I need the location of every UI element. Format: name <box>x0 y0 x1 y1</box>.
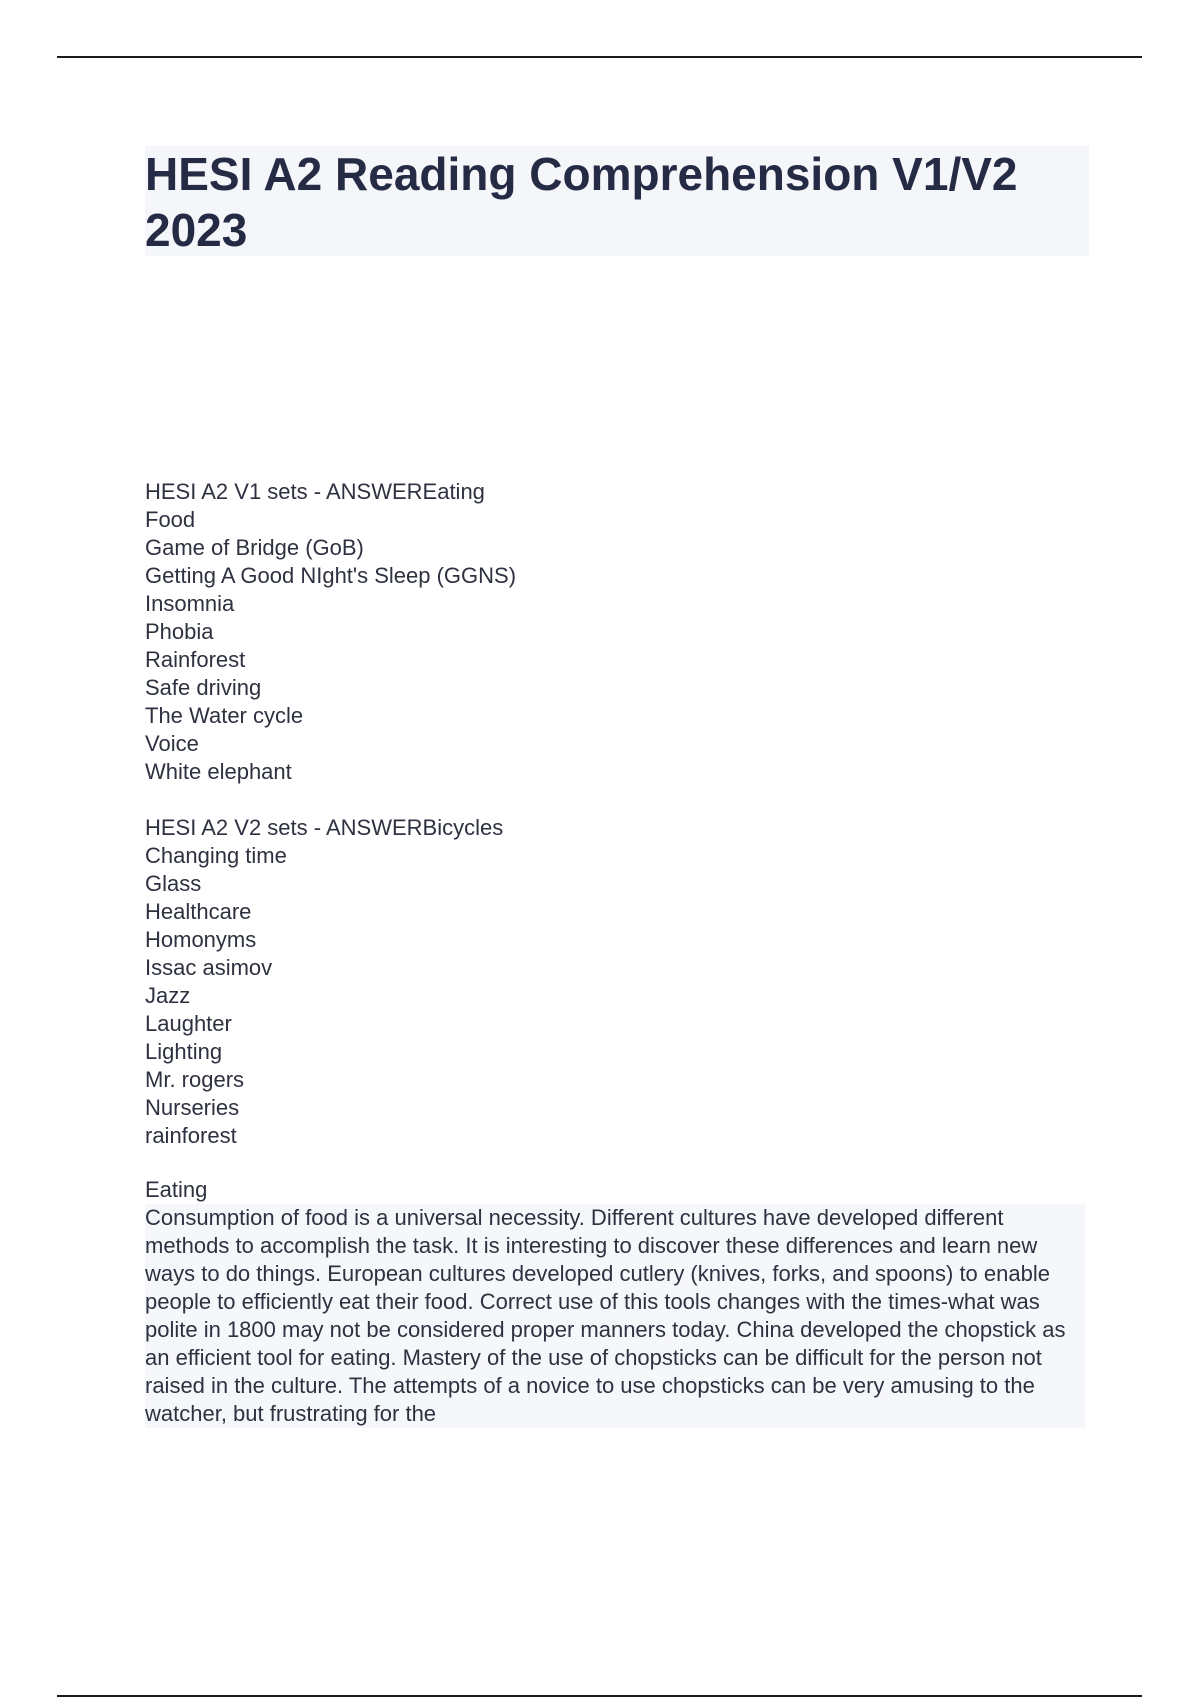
list-item: Healthcare <box>145 899 252 924</box>
list-item: Insomnia <box>145 591 235 616</box>
footer-rule <box>57 1695 1142 1697</box>
title-block <box>145 146 1089 256</box>
list-item: Lighting <box>145 1039 223 1064</box>
passage-title: Eating <box>145 1177 208 1202</box>
list-item: Phobia <box>145 619 214 644</box>
v2-sets-heading: HESI A2 V2 sets - ANSWERBicycles <box>145 815 504 840</box>
list-item: Jazz <box>145 983 191 1008</box>
list-item: Mr. rogers <box>145 1067 245 1092</box>
document-title: HESI A2 Reading Comprehension V1/V2 2023 <box>145 148 1018 256</box>
list-item: Changing time <box>145 843 287 868</box>
list-item: Getting A Good NIght's Sleep (GGNS) <box>145 563 517 588</box>
eating-passage-section <box>145 1176 1085 1428</box>
list-item: The Water cycle <box>145 703 304 728</box>
v2-sets-section <box>145 814 503 1150</box>
list-item: Nurseries <box>145 1095 240 1120</box>
list-item: Issac asimov <box>145 955 273 980</box>
list-item: Game of Bridge (GoB) <box>145 535 364 560</box>
list-item: Food <box>145 507 196 532</box>
list-item: Homonyms <box>145 927 257 952</box>
v1-sets-heading: HESI A2 V1 sets - ANSWEREating <box>145 479 485 504</box>
list-item: rainforest <box>145 1123 237 1148</box>
list-item: Glass <box>145 871 202 896</box>
v1-sets-section <box>145 478 516 786</box>
list-item: White elephant <box>145 759 292 784</box>
list-item: Safe driving <box>145 675 262 700</box>
list-item: Voice <box>145 731 199 756</box>
header-rule <box>57 56 1142 58</box>
list-item: Laughter <box>145 1011 232 1036</box>
passage-text: Consumption of food is a universal necessity. Different cultures have developed different methods to accomplish the task. It is interesting to discover these differences and learn new ways to do things. European cultures developed cutlery (knives, forks, and spoons) to enable people to efficiently eat their food. Correct use of this tools changes with the times-what was polite in 1800 may not be considered proper manners today. China developed the chopstick as an efficient tool for eating. Mastery of the use of chopsticks can be difficult for the person not raised in the culture. The attempts of a novice to use chopsticks can be very amusing to the watcher, but frustrating for the <box>145 1204 1085 1428</box>
list-item: Rainforest <box>145 647 246 672</box>
